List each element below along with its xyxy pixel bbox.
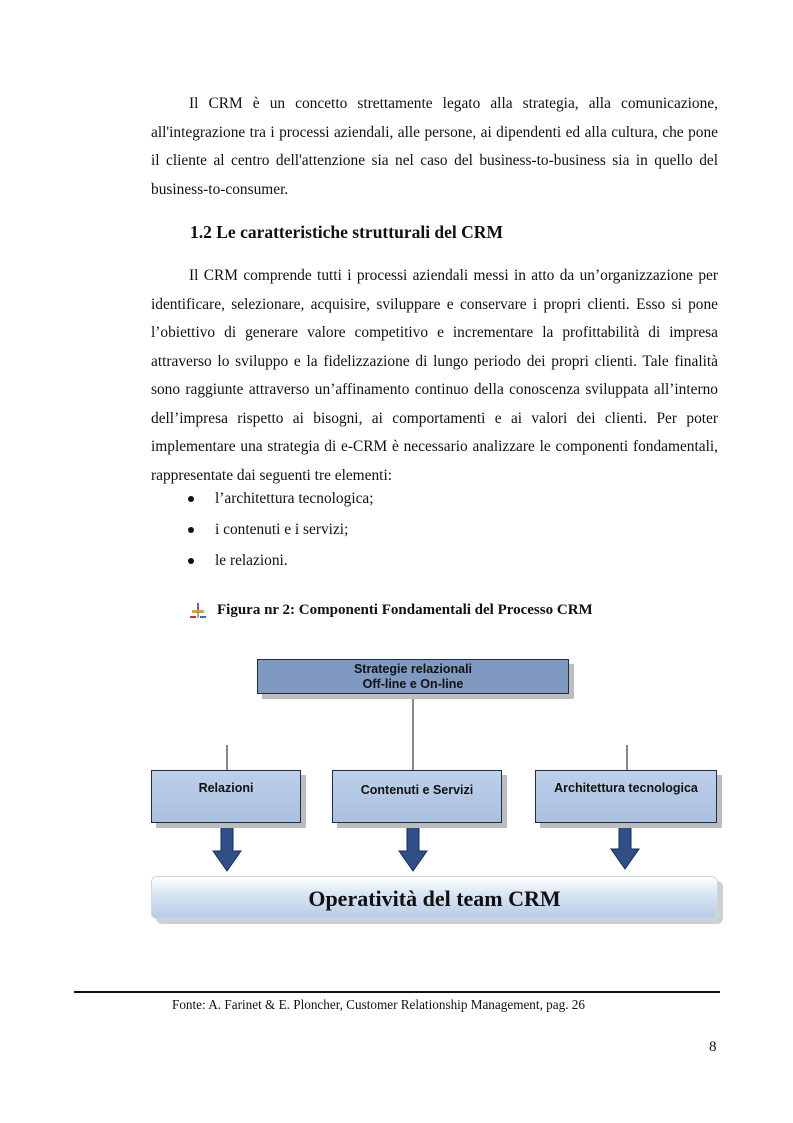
- list-item: [151, 547, 374, 578]
- pushpin-icon: [190, 603, 206, 619]
- contenuti-box: Contenuti e Servizi: [332, 770, 502, 823]
- page-number: 8: [709, 1039, 717, 1055]
- architettura-box: Architettura tecnologica: [535, 770, 717, 823]
- footnote-source: Fonte: A. Farinet & E. Ploncher, Customer Relationship Management, pag. 26: [172, 997, 585, 1012]
- list-item-text: i contenuti e i servizi;: [215, 521, 349, 538]
- footnote-divider: [74, 991, 720, 993]
- list-item-text: le relazioni.: [215, 552, 288, 569]
- section-heading: 1.2 Le caratteristiche strutturali del CRM: [190, 222, 503, 242]
- down-arrow-icon: [213, 823, 241, 871]
- list-item: [151, 485, 374, 516]
- down-arrow-icon: [611, 821, 639, 869]
- list-item-text: l’architettura tecnologica;: [215, 490, 374, 507]
- relazioni-box: Relazioni: [151, 770, 301, 823]
- strategy-box: [257, 659, 569, 694]
- down-arrow-icon: [399, 823, 427, 871]
- bullet-icon: [188, 527, 194, 533]
- bullet-list: [151, 485, 374, 578]
- operativita-box: Operatività del team CRM: [151, 876, 718, 919]
- bullet-icon: [188, 496, 194, 502]
- paragraph-intro: Il CRM è un concetto strettamente legato alla strategia, alla comunicazione, all'integrazione tra i processi aziendali, alle persone, ai dipendenti ed alla cultura, che pone il cliente al centro dell'attenzione sia nel caso del business-to-business sia in quello del business-to-consumer.: [151, 95, 718, 198]
- strategy-box-line1: Strategie relazionali: [353, 662, 473, 676]
- list-item: [151, 516, 374, 547]
- strategy-box-line2: Off-line e On-line: [362, 677, 464, 691]
- bullet-icon: [188, 558, 194, 564]
- figure-caption: [190, 602, 593, 619]
- paragraph-structure: Il CRM comprende tutti i processi aziendali messi in atto da un’organizzazione per identificare, selezionare, acquisire, sviluppare e conservare i propri clienti. Esso si pone l’obiettivo di generare valore competitivo e incrementare la profittabilità di impresa attraverso lo sviluppo e la fidelizzazione di lungo periodo dei propri clienti. Tale finalità sono raggiunte attraverso un’affinamento continuo della conoscenza sviluppata all’interno dell’impresa rispetto ai bisogni, ai comportamenti e ai valori dei clienti. Per poter implementare una strategia di e-CRM è necessario analizzare le componenti fondamentali, rappresentate dai seguenti tre elementi:: [151, 267, 718, 484]
- figure-caption-text: Figura nr 2: Componenti Fondamentali del Processo CRM: [217, 602, 593, 618]
